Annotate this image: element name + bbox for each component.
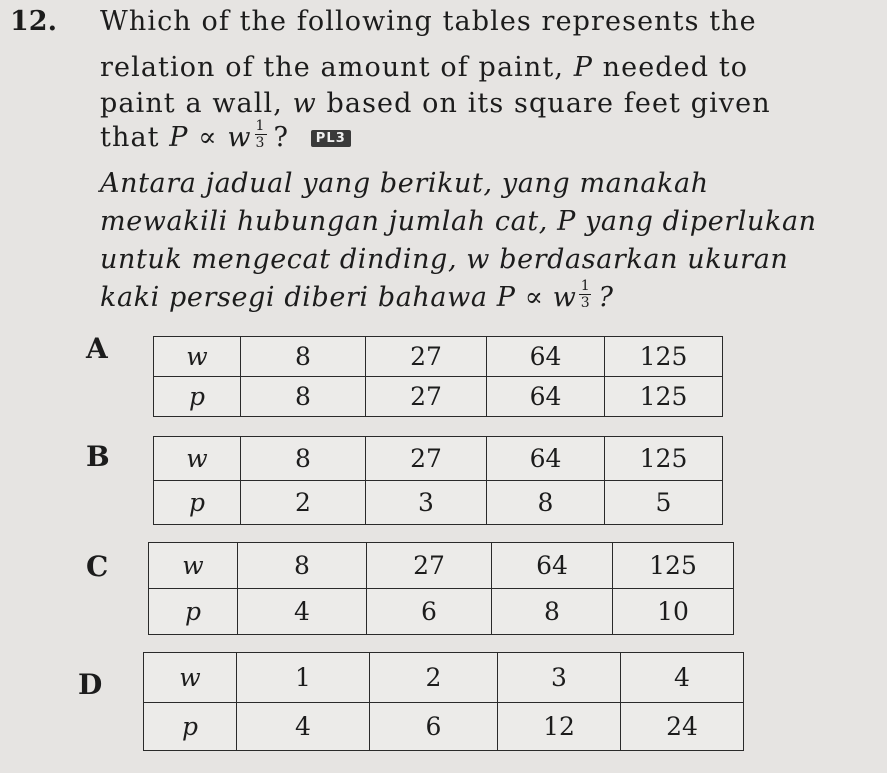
variable-p: P	[496, 282, 516, 313]
question-text: relation of the amount of paint,	[100, 52, 564, 83]
table-cell: 125	[613, 543, 734, 589]
variable-w: w	[292, 88, 317, 119]
row-label-w: w	[149, 543, 238, 589]
question-line-3	[100, 88, 771, 119]
malay-line-2: mewakili hubungan jumlah cat, P yang diperlukan	[100, 206, 817, 237]
row-label-w: w	[144, 653, 237, 703]
question-mark: ?	[598, 282, 614, 313]
table-cell: 125	[605, 437, 723, 481]
option-b-letter[interactable]: B	[86, 440, 110, 473]
malay-line-3: untuk mengecat dinding, w berdasarkan ukuran	[100, 244, 789, 275]
option-c-letter[interactable]: C	[86, 550, 109, 583]
table-cell: 64	[487, 377, 605, 417]
variable-p: P	[169, 122, 189, 153]
table-cell: 125	[605, 337, 723, 377]
question-line-4	[100, 118, 351, 153]
question-line-1: Which of the following tables represents the	[100, 6, 757, 37]
table-cell: 8	[492, 589, 613, 635]
option-d-table	[143, 652, 744, 751]
table-cell: 64	[487, 437, 605, 481]
option-a-letter[interactable]: A	[86, 332, 108, 365]
malay-line-4	[100, 278, 614, 313]
table-cell: 10	[613, 589, 734, 635]
table-cell: 3	[366, 481, 487, 525]
table-cell: 4	[237, 703, 370, 751]
table-cell: 64	[492, 543, 613, 589]
table-cell: 27	[366, 377, 487, 417]
table-cell: 125	[605, 377, 723, 417]
table-cell: 12	[498, 703, 621, 751]
row-label-p: p	[154, 481, 241, 525]
table-cell: 27	[366, 337, 487, 377]
table-cell: 27	[366, 437, 487, 481]
table-cell: 6	[367, 589, 492, 635]
row-label-p: p	[144, 703, 237, 751]
question-text: needed to	[602, 52, 749, 83]
table-cell: 2	[370, 653, 498, 703]
question-text: kaki persegi diberi bahawa	[100, 282, 488, 313]
table-cell: 1	[237, 653, 370, 703]
table-cell: 3	[498, 653, 621, 703]
option-a-table	[153, 336, 723, 417]
variable-w: w	[552, 282, 577, 313]
variable-p: P	[573, 52, 593, 83]
option-b-table	[153, 436, 723, 525]
question-text: based on its square feet given	[326, 88, 771, 119]
table-cell: 8	[241, 377, 366, 417]
table-cell: 8	[241, 437, 366, 481]
exponent-denominator: 3	[580, 295, 591, 311]
table-cell: 6	[370, 703, 498, 751]
question-text: paint a wall,	[100, 88, 283, 119]
exponent-numerator: 1	[580, 278, 591, 294]
table-cell: 4	[238, 589, 367, 635]
table-cell: 27	[367, 543, 492, 589]
row-label-p: p	[154, 377, 241, 417]
exponent-fraction	[252, 118, 274, 151]
table-cell: 64	[487, 337, 605, 377]
table-cell: 2	[241, 481, 366, 525]
question-number: 12.	[10, 6, 57, 37]
row-label-w: w	[154, 437, 241, 481]
table-cell: 8	[241, 337, 366, 377]
row-label-w: w	[154, 337, 241, 377]
question-line-2	[100, 52, 748, 83]
question-mark: ?	[273, 122, 290, 153]
question-text: that	[100, 122, 160, 153]
variable-w: w	[227, 122, 252, 153]
exponent-fraction	[576, 278, 598, 311]
proportional-symbol: ∝	[198, 122, 218, 153]
table-cell: 8	[238, 543, 367, 589]
option-d-letter[interactable]: D	[78, 668, 103, 701]
option-c-table	[148, 542, 734, 635]
table-cell: 8	[487, 481, 605, 525]
row-label-p: p	[149, 589, 238, 635]
table-cell: 4	[621, 653, 744, 703]
exponent-numerator: 1	[255, 118, 266, 134]
table-cell: 5	[605, 481, 723, 525]
table-cell: 24	[621, 703, 744, 751]
level-badge: PL3	[311, 130, 351, 147]
malay-line-1: Antara jadual yang berikut, yang manakah	[100, 168, 709, 199]
proportional-symbol: ∝	[524, 282, 544, 313]
exponent-denominator: 3	[255, 135, 266, 151]
